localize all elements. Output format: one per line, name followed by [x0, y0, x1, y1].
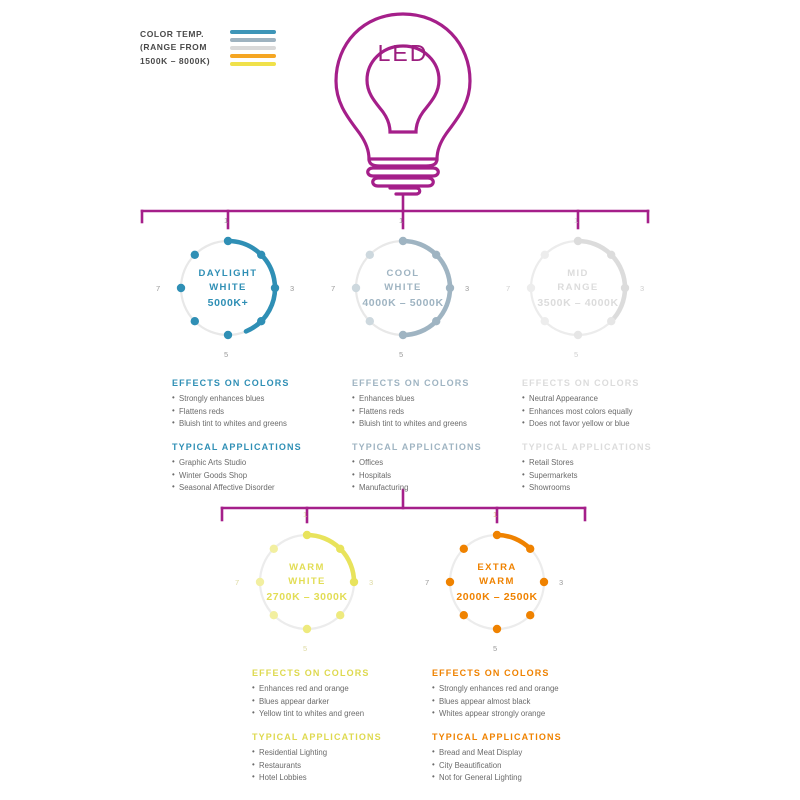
list-item: • Graphic Arts Studio — [172, 457, 347, 470]
list-item: • Winter Goods Shop — [172, 470, 347, 483]
legend-bar-cool — [230, 38, 276, 42]
dial-range: 5000K+ — [207, 297, 249, 310]
dial-range: 2700K – 3000K — [266, 591, 348, 604]
dial-center-cool — [343, 228, 463, 348]
list-item: • Bluish tint to whites and greens — [172, 418, 347, 431]
heading-effects: EFFECTS ON COLORS — [352, 378, 470, 388]
dial-name-line1: COOL — [386, 267, 420, 279]
effects-list — [522, 393, 697, 431]
text-block-cool-white — [352, 378, 527, 495]
dial-name-line2: WHITE — [384, 281, 422, 293]
applications-list — [252, 747, 427, 785]
list-item: • Seasonal Affective Disorder — [172, 482, 347, 495]
tick-label-3: 3 — [290, 284, 295, 293]
dial-range: 3500K – 4000K — [537, 297, 619, 310]
heading-effects: EFFECTS ON COLORS — [172, 378, 290, 388]
legend-text — [140, 28, 230, 68]
dial-name-line2: WHITE — [209, 281, 247, 293]
text-block-warm-white — [252, 668, 427, 785]
tick-label-7: 7 — [506, 284, 511, 293]
legend-bar-extra-warm — [230, 54, 276, 58]
dial-daylight-white — [156, 216, 295, 359]
tick-label-5: 5 — [399, 350, 404, 359]
heading-applications: TYPICAL APPLICATIONS — [172, 441, 302, 452]
legend-bar-mid — [230, 46, 276, 50]
list-item: • Blues appear darker — [252, 696, 427, 709]
list-item: • City Beautification — [432, 760, 617, 773]
list-item: • Yellow tint to whites and green — [252, 708, 427, 721]
dial-center-extra-warm — [437, 522, 557, 642]
dial-name-line1: EXTRA — [477, 561, 517, 573]
list-item: • Offices — [352, 457, 527, 470]
text-block-daylight-white — [172, 378, 347, 495]
heading-effects: EFFECTS ON COLORS — [252, 668, 370, 678]
heading-applications: TYPICAL APPLICATIONS — [352, 441, 482, 452]
list-item: • Whites appear strongly orange — [432, 708, 617, 721]
list-item: • Enhances most colors equally — [522, 406, 697, 419]
list-item: • Flattens reds — [172, 406, 347, 419]
legend-title: COLOR TEMP. — [140, 29, 204, 40]
dial-name-line2: WHITE — [288, 575, 326, 587]
tick-label-3: 3 — [369, 578, 374, 587]
tick-label-7: 7 — [235, 578, 240, 587]
tick-label-3: 3 — [640, 284, 645, 293]
heading-applications: TYPICAL APPLICATIONS — [432, 731, 562, 742]
list-item: • Manufacturing — [352, 482, 527, 495]
tick-label-1: 1 — [574, 216, 579, 225]
text-block-mid-range — [522, 378, 697, 495]
list-item: • Supermarkets — [522, 470, 697, 483]
list-item: • Does not favor yellow or blue — [522, 418, 697, 431]
list-item: • Not for General Lighting — [432, 772, 617, 785]
tick-label-1: 1 — [493, 510, 498, 519]
legend-bar-warm — [230, 62, 276, 66]
dial-mid-range — [506, 216, 645, 359]
dial-range: 2000K – 2500K — [456, 591, 538, 604]
dial-name-line1: MID — [567, 267, 589, 279]
tick-label-5: 5 — [493, 644, 498, 653]
list-item: • Flattens reds — [352, 406, 527, 419]
legend-color-bars — [230, 30, 276, 66]
applications-list — [522, 457, 697, 495]
tick-label-1: 1 — [224, 216, 229, 225]
list-item: • Neutral Appearance — [522, 393, 697, 406]
heading-effects: EFFECTS ON COLORS — [522, 378, 640, 388]
dial-center-warm — [247, 522, 367, 642]
color-temp-legend — [140, 18, 285, 78]
list-item: • Enhances red and orange — [252, 683, 427, 696]
bulb-label: LED — [377, 40, 429, 66]
legend-line2: (RANGE FROM — [140, 42, 207, 53]
tick-label-7: 7 — [331, 284, 336, 293]
list-item: • Showrooms — [522, 482, 697, 495]
tick-label-5: 5 — [303, 644, 308, 653]
list-item: • Blues appear almost black — [432, 696, 617, 709]
list-item: • Hospitals — [352, 470, 527, 483]
tick-label-3: 3 — [465, 284, 470, 293]
dial-center-daylight — [168, 228, 288, 348]
tick-label-3: 3 — [559, 578, 564, 587]
dial-warm-white — [235, 510, 374, 653]
list-item: • Residential Lighting — [252, 747, 427, 760]
list-item: • Bread and Meat Display — [432, 747, 617, 760]
list-item: • Strongly enhances blues — [172, 393, 347, 406]
heading-effects: EFFECTS ON COLORS — [432, 668, 550, 678]
tick-label-5: 5 — [574, 350, 579, 359]
list-item: • Enhances blues — [352, 393, 527, 406]
dial-name-line2: WARM — [479, 575, 515, 587]
heading-applications: TYPICAL APPLICATIONS — [522, 441, 652, 452]
tick-label-5: 5 — [224, 350, 229, 359]
list-item: • Retail Stores — [522, 457, 697, 470]
applications-list — [172, 457, 347, 495]
legend-bar-daylight — [230, 30, 276, 34]
list-item: • Bluish tint to whites and greens — [352, 418, 527, 431]
effects-list — [252, 683, 427, 721]
applications-list — [352, 457, 527, 495]
dial-name-line2: RANGE — [557, 281, 599, 293]
list-item: • Restaurants — [252, 760, 427, 773]
dial-name-line1: DAYLIGHT — [198, 267, 258, 279]
led-bulb-illustration — [318, 8, 488, 203]
list-item: • Hotel Lobbies — [252, 772, 427, 785]
tick-label-1: 1 — [399, 216, 404, 225]
applications-list — [432, 747, 617, 785]
tick-label-7: 7 — [156, 284, 161, 293]
legend-line3: 1500K – 8000K) — [140, 55, 211, 66]
effects-list — [352, 393, 527, 431]
dial-cool-white — [331, 216, 470, 359]
dial-center-mid — [518, 228, 638, 348]
dial-extra-warm — [425, 510, 564, 653]
effects-list — [432, 683, 617, 721]
effects-list — [172, 393, 347, 431]
heading-applications: TYPICAL APPLICATIONS — [252, 731, 382, 742]
tick-label-7: 7 — [425, 578, 430, 587]
tick-label-1: 1 — [303, 510, 308, 519]
dial-range: 4000K – 5000K — [362, 297, 444, 310]
text-block-extra-warm — [432, 668, 617, 785]
list-item: • Strongly enhances red and orange — [432, 683, 617, 696]
dial-name-line1: WARM — [289, 561, 325, 573]
